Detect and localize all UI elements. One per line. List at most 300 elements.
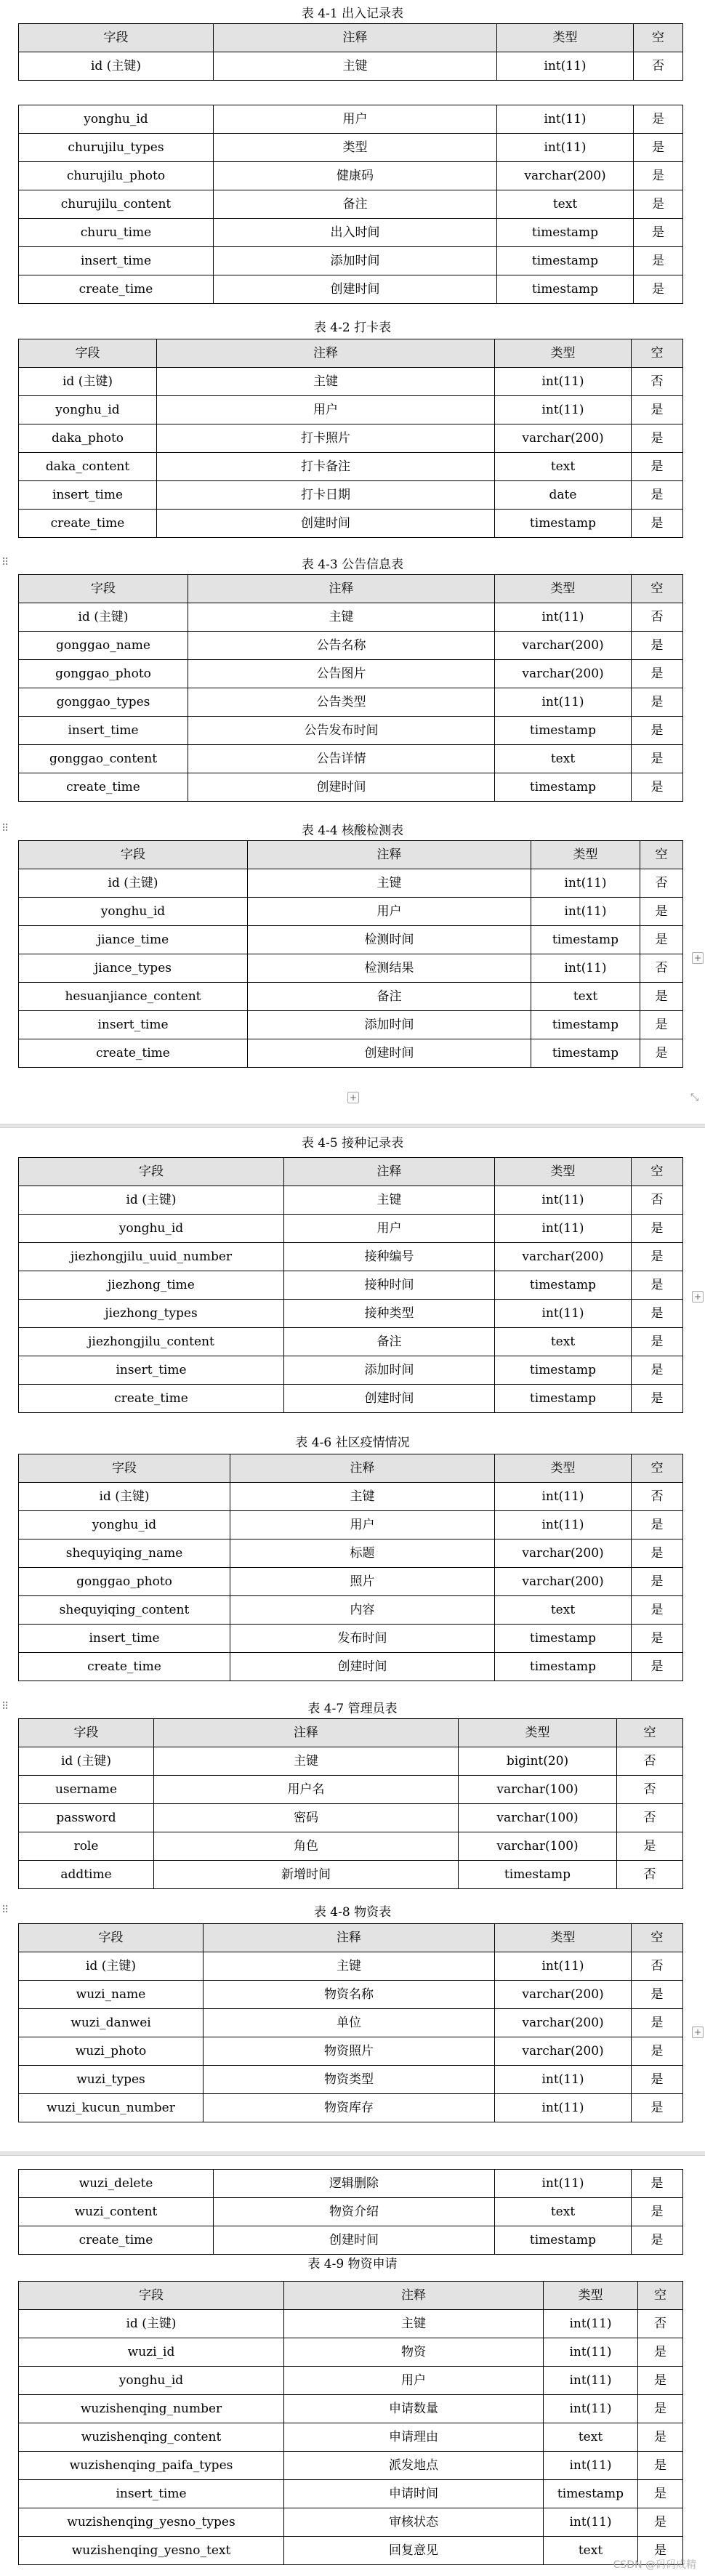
table-cell[interactable]: int(11) <box>495 2170 632 2198</box>
table-cell[interactable]: 公告名称 <box>188 632 495 660</box>
table-cell[interactable]: 是 <box>638 2537 683 2565</box>
header-cell[interactable]: 类型 <box>495 1924 632 1952</box>
table-cell[interactable]: 是 <box>634 162 683 190</box>
table-cell[interactable]: 是 <box>632 510 683 538</box>
table-cell[interactable]: id (主键) <box>19 1483 230 1511</box>
table-cell[interactable]: yonghu_id <box>19 898 248 926</box>
table-cell[interactable]: wuzi_name <box>19 1981 204 2009</box>
table-cell[interactable]: int(11) <box>495 2094 632 2122</box>
table-cell[interactable]: timestamp <box>495 1271 632 1300</box>
resize-handle-icon[interactable]: ⤡ <box>690 1092 699 1103</box>
table-cell[interactable]: 是 <box>632 481 683 510</box>
table-cell[interactable]: insert_time <box>19 717 188 745</box>
table-cell[interactable]: 申请数量 <box>284 2395 544 2423</box>
table-cell[interactable]: 逻辑删除 <box>214 2170 495 2198</box>
header-cell[interactable]: 注释 <box>157 339 495 368</box>
header-cell[interactable]: 空 <box>632 1454 683 1483</box>
table-cell[interactable]: password <box>19 1804 154 1832</box>
table-cell[interactable]: 主键 <box>204 1952 495 1981</box>
header-cell[interactable]: 类型 <box>459 1719 617 1747</box>
table-cell[interactable]: timestamp <box>531 1011 640 1039</box>
table-cell[interactable]: text <box>544 2537 638 2565</box>
table-cell[interactable]: hesuanjiance_content <box>19 983 248 1011</box>
table-cell[interactable]: 出入时间 <box>214 219 497 247</box>
table-cell[interactable]: 否 <box>632 1952 683 1981</box>
table-cell[interactable]: 打卡备注 <box>157 453 495 481</box>
table-cell[interactable]: 是 <box>632 632 683 660</box>
table-cell[interactable]: insert_time <box>19 247 214 275</box>
table-cell[interactable]: 公告图片 <box>188 660 495 688</box>
table-cell[interactable]: int(11) <box>495 1511 632 1539</box>
table-cell[interactable]: 是 <box>632 1328 683 1356</box>
table-cell[interactable]: 是 <box>632 1243 683 1271</box>
table-cell[interactable]: insert_time <box>19 1011 248 1039</box>
table-cell[interactable]: 是 <box>634 105 683 134</box>
table-cell[interactable]: varchar(200) <box>495 1568 632 1596</box>
table-cell[interactable]: text <box>495 1596 632 1625</box>
table-cell[interactable]: churujilu_photo <box>19 162 214 190</box>
table-cell[interactable]: 创建时间 <box>284 1385 495 1413</box>
header-cell[interactable]: 空 <box>632 339 683 368</box>
table-cell[interactable]: 类型 <box>214 134 497 162</box>
table-cell[interactable]: 主键 <box>230 1483 495 1511</box>
table-cell[interactable]: shequyiqing_name <box>19 1539 230 1568</box>
table-cell[interactable]: 否 <box>634 52 683 81</box>
table-cell[interactable]: 接种编号 <box>284 1243 495 1271</box>
table-cell[interactable]: int(11) <box>544 2310 638 2338</box>
header-cell[interactable]: 注释 <box>284 1158 495 1186</box>
table-cell[interactable]: wuzi_delete <box>19 2170 214 2198</box>
table-cell[interactable]: 是 <box>638 2452 683 2480</box>
table-cell[interactable]: text <box>495 453 632 481</box>
table-cell[interactable]: text <box>497 190 634 219</box>
table-cell[interactable]: wuzi_danwei <box>19 2009 204 2037</box>
table-cell[interactable]: 否 <box>640 954 683 983</box>
table-cell[interactable]: gonggao_photo <box>19 660 188 688</box>
table-cell[interactable]: username <box>19 1776 154 1804</box>
table-cell[interactable]: 是 <box>632 2226 683 2255</box>
table-cell[interactable]: gonggao_name <box>19 632 188 660</box>
table-cell[interactable]: role <box>19 1832 154 1861</box>
table-cell[interactable]: yonghu_id <box>19 1215 284 1243</box>
table-cell[interactable]: 发布时间 <box>230 1625 495 1653</box>
add-row-icon[interactable]: + <box>347 1092 359 1103</box>
table-cell[interactable]: jiezhongjilu_uuid_number <box>19 1243 284 1271</box>
table-cell[interactable]: 是 <box>632 2170 683 2198</box>
table-cell[interactable]: varchar(100) <box>459 1832 617 1861</box>
table-cell[interactable]: 是 <box>617 1832 683 1861</box>
header-cell[interactable]: 注释 <box>188 575 495 603</box>
table-cell[interactable]: varchar(200) <box>497 162 634 190</box>
table-cell[interactable]: 是 <box>634 134 683 162</box>
table-cell[interactable]: 创建时间 <box>214 2226 495 2255</box>
table-cell[interactable]: varchar(200) <box>495 2037 632 2066</box>
table-cell[interactable]: 是 <box>638 2367 683 2395</box>
table-cell[interactable]: int(11) <box>495 1215 632 1243</box>
table-cell[interactable]: timestamp <box>495 1625 632 1653</box>
table-cell[interactable]: insert_time <box>19 2480 284 2508</box>
table-cell[interactable]: 是 <box>632 1981 683 2009</box>
table-cell[interactable]: 物资介绍 <box>214 2198 495 2226</box>
table-cell[interactable]: date <box>495 481 632 510</box>
table-cell[interactable]: 主键 <box>214 52 497 81</box>
table-cell[interactable]: 创建时间 <box>214 275 497 304</box>
table-cell[interactable]: 主键 <box>188 603 495 632</box>
header-cell[interactable]: 类型 <box>497 24 634 52</box>
table-cell[interactable]: 是 <box>632 660 683 688</box>
table-cell[interactable]: 是 <box>632 1653 683 1681</box>
table-cell[interactable]: 审核状态 <box>284 2508 544 2537</box>
header-cell[interactable]: 类型 <box>495 1454 632 1483</box>
table-cell[interactable]: int(11) <box>495 1300 632 1328</box>
table-cell[interactable]: 用户 <box>284 2367 544 2395</box>
table-cell[interactable]: 是 <box>632 1539 683 1568</box>
table-cell[interactable]: 是 <box>632 745 683 773</box>
header-cell[interactable]: 字段 <box>19 1924 204 1952</box>
table-cell[interactable]: wuzishenqing_yesno_text <box>19 2537 284 2565</box>
table-cell[interactable]: 是 <box>638 2480 683 2508</box>
table-cell[interactable]: 是 <box>632 1300 683 1328</box>
table-cell[interactable]: 备注 <box>248 983 531 1011</box>
table-cell[interactable]: timestamp <box>497 219 634 247</box>
table-cell[interactable]: int(11) <box>495 368 632 396</box>
table-cell[interactable]: 是 <box>640 1039 683 1068</box>
table-cell[interactable]: timestamp <box>531 926 640 954</box>
header-cell[interactable]: 注释 <box>284 2282 544 2310</box>
table-cell[interactable]: 是 <box>632 1596 683 1625</box>
table-cell[interactable]: wuzi_types <box>19 2066 204 2094</box>
table-cell[interactable]: int(11) <box>495 1952 632 1981</box>
table-cell[interactable]: 否 <box>638 2310 683 2338</box>
table-cell[interactable]: jiance_time <box>19 926 248 954</box>
table-cell[interactable]: yonghu_id <box>19 1511 230 1539</box>
header-cell[interactable]: 类型 <box>544 2282 638 2310</box>
table-cell[interactable]: 角色 <box>154 1832 459 1861</box>
table-cell[interactable]: id (主键) <box>19 1952 204 1981</box>
table-cell[interactable]: 用户 <box>157 396 495 424</box>
table-cell[interactable]: int(11) <box>531 954 640 983</box>
table-cell[interactable]: 是 <box>632 2094 683 2122</box>
table-cell[interactable]: 检测结果 <box>248 954 531 983</box>
table-cell[interactable]: 公告详情 <box>188 745 495 773</box>
table-cell[interactable]: 是 <box>632 1511 683 1539</box>
table-cell[interactable]: gonggao_types <box>19 688 188 717</box>
table-cell[interactable]: 主键 <box>284 1186 495 1215</box>
table-cell[interactable]: jiance_types <box>19 954 248 983</box>
table-cell[interactable]: 否 <box>617 1804 683 1832</box>
table-cell[interactable]: id (主键) <box>19 1186 284 1215</box>
table-cell[interactable]: timestamp <box>495 1385 632 1413</box>
table-cell[interactable]: timestamp <box>495 1356 632 1385</box>
table-cell[interactable]: wuzi_id <box>19 2338 284 2367</box>
table-cell[interactable]: 创建时间 <box>157 510 495 538</box>
table-cell[interactable]: 是 <box>632 717 683 745</box>
table-cell[interactable]: text <box>495 1328 632 1356</box>
table-cell[interactable]: timestamp <box>497 275 634 304</box>
table-cell[interactable]: 备注 <box>284 1328 495 1356</box>
table-cell[interactable]: varchar(200) <box>495 1539 632 1568</box>
header-cell[interactable]: 空 <box>632 575 683 603</box>
table-cell[interactable]: timestamp <box>495 717 632 745</box>
table-cell[interactable]: varchar(200) <box>495 632 632 660</box>
table-cell[interactable]: 是 <box>634 275 683 304</box>
table-cell[interactable]: 否 <box>640 869 683 898</box>
header-cell[interactable]: 类型 <box>495 339 632 368</box>
table-cell[interactable]: timestamp <box>495 1653 632 1681</box>
table-cell[interactable]: create_time <box>19 510 157 538</box>
table-cell[interactable]: 是 <box>632 688 683 717</box>
table-cell[interactable]: 添加时间 <box>284 1356 495 1385</box>
table-cell[interactable]: 是 <box>632 1625 683 1653</box>
table-cell[interactable]: timestamp <box>531 1039 640 1068</box>
table-cell[interactable]: 否 <box>617 1747 683 1776</box>
table-cell[interactable]: wuzi_kucun_number <box>19 2094 204 2122</box>
table-cell[interactable]: gonggao_content <box>19 745 188 773</box>
header-cell[interactable]: 注释 <box>204 1924 495 1952</box>
table-cell[interactable]: 物资类型 <box>204 2066 495 2094</box>
table-cell[interactable]: 物资名称 <box>204 1981 495 2009</box>
table-cell[interactable]: wuzishenqing_paifa_types <box>19 2452 284 2480</box>
header-cell[interactable]: 字段 <box>19 24 214 52</box>
table-cell[interactable]: id (主键) <box>19 368 157 396</box>
table-cell[interactable]: 接种时间 <box>284 1271 495 1300</box>
table-cell[interactable]: timestamp <box>495 2226 632 2255</box>
table-cell[interactable]: text <box>531 983 640 1011</box>
table-cell[interactable]: 是 <box>640 1011 683 1039</box>
move-handle-icon[interactable]: ⠿ <box>1 557 9 568</box>
table-cell[interactable]: int(11) <box>531 869 640 898</box>
table-cell[interactable]: 内容 <box>230 1596 495 1625</box>
table-cell[interactable]: timestamp <box>459 1861 617 1889</box>
table-cell[interactable]: varchar(200) <box>495 1981 632 2009</box>
table-cell[interactable]: int(11) <box>495 603 632 632</box>
table-cell[interactable]: 否 <box>632 1483 683 1511</box>
move-handle-icon[interactable]: ⠿ <box>1 823 9 834</box>
table-cell[interactable]: int(11) <box>497 134 634 162</box>
header-cell[interactable]: 字段 <box>19 841 248 869</box>
table-cell[interactable]: 添加时间 <box>214 247 497 275</box>
table-cell[interactable]: 物资库存 <box>204 2094 495 2122</box>
table-cell[interactable]: 备注 <box>214 190 497 219</box>
table-cell[interactable]: 是 <box>632 1568 683 1596</box>
table-cell[interactable]: wuzishenqing_yesno_types <box>19 2508 284 2537</box>
table-cell[interactable]: 是 <box>638 2395 683 2423</box>
table-cell[interactable]: timestamp <box>544 2480 638 2508</box>
table-cell[interactable]: insert_time <box>19 481 157 510</box>
table-cell[interactable]: 检测时间 <box>248 926 531 954</box>
table-cell[interactable]: int(11) <box>544 2338 638 2367</box>
header-cell[interactable]: 字段 <box>19 2282 284 2310</box>
table-cell[interactable]: 健康码 <box>214 162 497 190</box>
table-cell[interactable]: wuzi_photo <box>19 2037 204 2066</box>
table-cell[interactable]: 否 <box>617 1861 683 1889</box>
header-cell[interactable]: 注释 <box>230 1454 495 1483</box>
table-cell[interactable]: 物资照片 <box>204 2037 495 2066</box>
header-cell[interactable]: 字段 <box>19 1158 284 1186</box>
table-cell[interactable]: id (主键) <box>19 52 214 81</box>
table-cell[interactable]: int(11) <box>497 105 634 134</box>
table-cell[interactable]: varchar(200) <box>495 1243 632 1271</box>
insert-column-icon[interactable]: + <box>692 952 704 964</box>
table-cell[interactable]: int(11) <box>544 2508 638 2537</box>
table-cell[interactable]: 是 <box>640 898 683 926</box>
table-cell[interactable]: 标题 <box>230 1539 495 1568</box>
table-cell[interactable]: int(11) <box>544 2395 638 2423</box>
table-cell[interactable]: 照片 <box>230 1568 495 1596</box>
table-cell[interactable]: varchar(100) <box>459 1804 617 1832</box>
table-cell[interactable]: id (主键) <box>19 603 188 632</box>
header-cell[interactable]: 字段 <box>19 575 188 603</box>
table-cell[interactable]: int(11) <box>544 2367 638 2395</box>
table-cell[interactable]: 回复意见 <box>284 2537 544 2565</box>
table-cell[interactable]: jiezhong_types <box>19 1300 284 1328</box>
header-cell[interactable]: 类型 <box>531 841 640 869</box>
table-cell[interactable]: 新增时间 <box>154 1861 459 1889</box>
header-cell[interactable]: 注释 <box>214 24 497 52</box>
table-cell[interactable]: insert_time <box>19 1356 284 1385</box>
table-cell[interactable]: 主键 <box>154 1747 459 1776</box>
table-cell[interactable]: text <box>495 2198 632 2226</box>
table-cell[interactable]: id (主键) <box>19 2310 284 2338</box>
table-cell[interactable]: int(11) <box>495 688 632 717</box>
table-cell[interactable]: 是 <box>632 2009 683 2037</box>
table-cell[interactable]: timestamp <box>497 247 634 275</box>
table-cell[interactable]: create_time <box>19 275 214 304</box>
table-cell[interactable]: 创建时间 <box>230 1653 495 1681</box>
table-cell[interactable]: 否 <box>632 1186 683 1215</box>
table-cell[interactable]: create_time <box>19 773 188 802</box>
table-cell[interactable]: create_time <box>19 1653 230 1681</box>
table-cell[interactable]: timestamp <box>495 773 632 802</box>
table-cell[interactable]: int(11) <box>495 2066 632 2094</box>
header-cell[interactable]: 字段 <box>19 339 157 368</box>
move-handle-icon[interactable]: ⠿ <box>1 1904 9 1916</box>
insert-column-icon[interactable]: + <box>692 2026 704 2038</box>
table-cell[interactable]: daka_photo <box>19 424 157 453</box>
table-cell[interactable]: 是 <box>632 773 683 802</box>
table-cell[interactable]: 物资 <box>284 2338 544 2367</box>
table-cell[interactable]: 公告类型 <box>188 688 495 717</box>
table-cell[interactable]: 用户名 <box>154 1776 459 1804</box>
table-cell[interactable]: churujilu_content <box>19 190 214 219</box>
table-cell[interactable]: 否 <box>617 1776 683 1804</box>
table-cell[interactable]: 密码 <box>154 1804 459 1832</box>
table-cell[interactable]: yonghu_id <box>19 396 157 424</box>
table-cell[interactable]: 用户 <box>214 105 497 134</box>
table-cell[interactable]: id (主键) <box>19 1747 154 1776</box>
table-cell[interactable]: 派发地点 <box>284 2452 544 2480</box>
header-cell[interactable]: 字段 <box>19 1454 230 1483</box>
table-cell[interactable]: wuzishenqing_number <box>19 2395 284 2423</box>
table-cell[interactable]: bigint(20) <box>459 1747 617 1776</box>
table-cell[interactable]: int(11) <box>495 1186 632 1215</box>
table-cell[interactable]: 是 <box>638 2508 683 2537</box>
table-cell[interactable]: 创建时间 <box>188 773 495 802</box>
header-cell[interactable]: 类型 <box>495 1158 632 1186</box>
header-cell[interactable]: 字段 <box>19 1719 154 1747</box>
table-cell[interactable]: varchar(200) <box>495 2009 632 2037</box>
header-cell[interactable]: 空 <box>634 24 683 52</box>
table-cell[interactable]: yonghu_id <box>19 2367 284 2395</box>
table-cell[interactable]: int(11) <box>531 898 640 926</box>
header-cell[interactable]: 空 <box>632 1924 683 1952</box>
table-cell[interactable]: int(11) <box>544 2452 638 2480</box>
table-cell[interactable]: daka_content <box>19 453 157 481</box>
table-cell[interactable]: 打卡日期 <box>157 481 495 510</box>
table-cell[interactable]: wuzishenqing_content <box>19 2423 284 2452</box>
table-cell[interactable]: addtime <box>19 1861 154 1889</box>
table-cell[interactable]: 是 <box>640 983 683 1011</box>
table-cell[interactable]: gonggao_photo <box>19 1568 230 1596</box>
table-cell[interactable]: 是 <box>632 2037 683 2066</box>
table-cell[interactable]: create_time <box>19 1385 284 1413</box>
table-cell[interactable]: 创建时间 <box>248 1039 531 1068</box>
table-cell[interactable]: churujilu_types <box>19 134 214 162</box>
table-cell[interactable]: 用户 <box>230 1511 495 1539</box>
table-cell[interactable]: 添加时间 <box>248 1011 531 1039</box>
table-cell[interactable]: 是 <box>634 219 683 247</box>
table-cell[interactable]: 是 <box>640 926 683 954</box>
table-cell[interactable]: int(11) <box>497 52 634 81</box>
table-cell[interactable]: 否 <box>632 368 683 396</box>
table-cell[interactable]: 是 <box>632 1271 683 1300</box>
table-cell[interactable]: 主键 <box>157 368 495 396</box>
table-cell[interactable]: 单位 <box>204 2009 495 2037</box>
header-cell[interactable]: 空 <box>640 841 683 869</box>
table-cell[interactable]: 是 <box>638 2338 683 2367</box>
table-cell[interactable]: 接种类型 <box>284 1300 495 1328</box>
table-cell[interactable]: 是 <box>634 247 683 275</box>
table-cell[interactable]: 申请理由 <box>284 2423 544 2452</box>
table-cell[interactable]: 是 <box>632 1356 683 1385</box>
table-cell[interactable]: churu_time <box>19 219 214 247</box>
table-cell[interactable]: create_time <box>19 1039 248 1068</box>
table-cell[interactable]: yonghu_id <box>19 105 214 134</box>
table-cell[interactable]: create_time <box>19 2226 214 2255</box>
table-cell[interactable]: int(11) <box>495 396 632 424</box>
table-cell[interactable]: 是 <box>632 1385 683 1413</box>
header-cell[interactable]: 空 <box>638 2282 683 2310</box>
header-cell[interactable]: 注释 <box>248 841 531 869</box>
table-cell[interactable]: 公告发布时间 <box>188 717 495 745</box>
table-cell[interactable]: text <box>544 2423 638 2452</box>
table-cell[interactable]: 是 <box>632 453 683 481</box>
table-cell[interactable]: 主键 <box>248 869 531 898</box>
table-cell[interactable]: 是 <box>634 190 683 219</box>
table-cell[interactable]: jiezhongjilu_content <box>19 1328 284 1356</box>
header-cell[interactable]: 注释 <box>154 1719 459 1747</box>
table-cell[interactable]: shequyiqing_content <box>19 1596 230 1625</box>
table-cell[interactable]: 是 <box>632 2066 683 2094</box>
table-cell[interactable]: 用户 <box>248 898 531 926</box>
insert-column-icon[interactable]: + <box>692 1291 704 1303</box>
table-cell[interactable]: varchar(200) <box>495 660 632 688</box>
move-handle-icon[interactable]: ⠿ <box>1 1701 9 1712</box>
table-cell[interactable]: timestamp <box>495 510 632 538</box>
table-cell[interactable]: 是 <box>632 2198 683 2226</box>
table-cell[interactable]: int(11) <box>495 1483 632 1511</box>
table-cell[interactable]: insert_time <box>19 1625 230 1653</box>
table-cell[interactable]: 申请时间 <box>284 2480 544 2508</box>
table-cell[interactable]: varchar(200) <box>495 424 632 453</box>
table-cell[interactable]: varchar(100) <box>459 1776 617 1804</box>
table-cell[interactable]: jiezhong_time <box>19 1271 284 1300</box>
table-cell[interactable]: text <box>495 745 632 773</box>
header-cell[interactable]: 空 <box>632 1158 683 1186</box>
header-cell[interactable]: 空 <box>617 1719 683 1747</box>
table-cell[interactable]: 是 <box>632 424 683 453</box>
table-cell[interactable]: 是 <box>632 1215 683 1243</box>
